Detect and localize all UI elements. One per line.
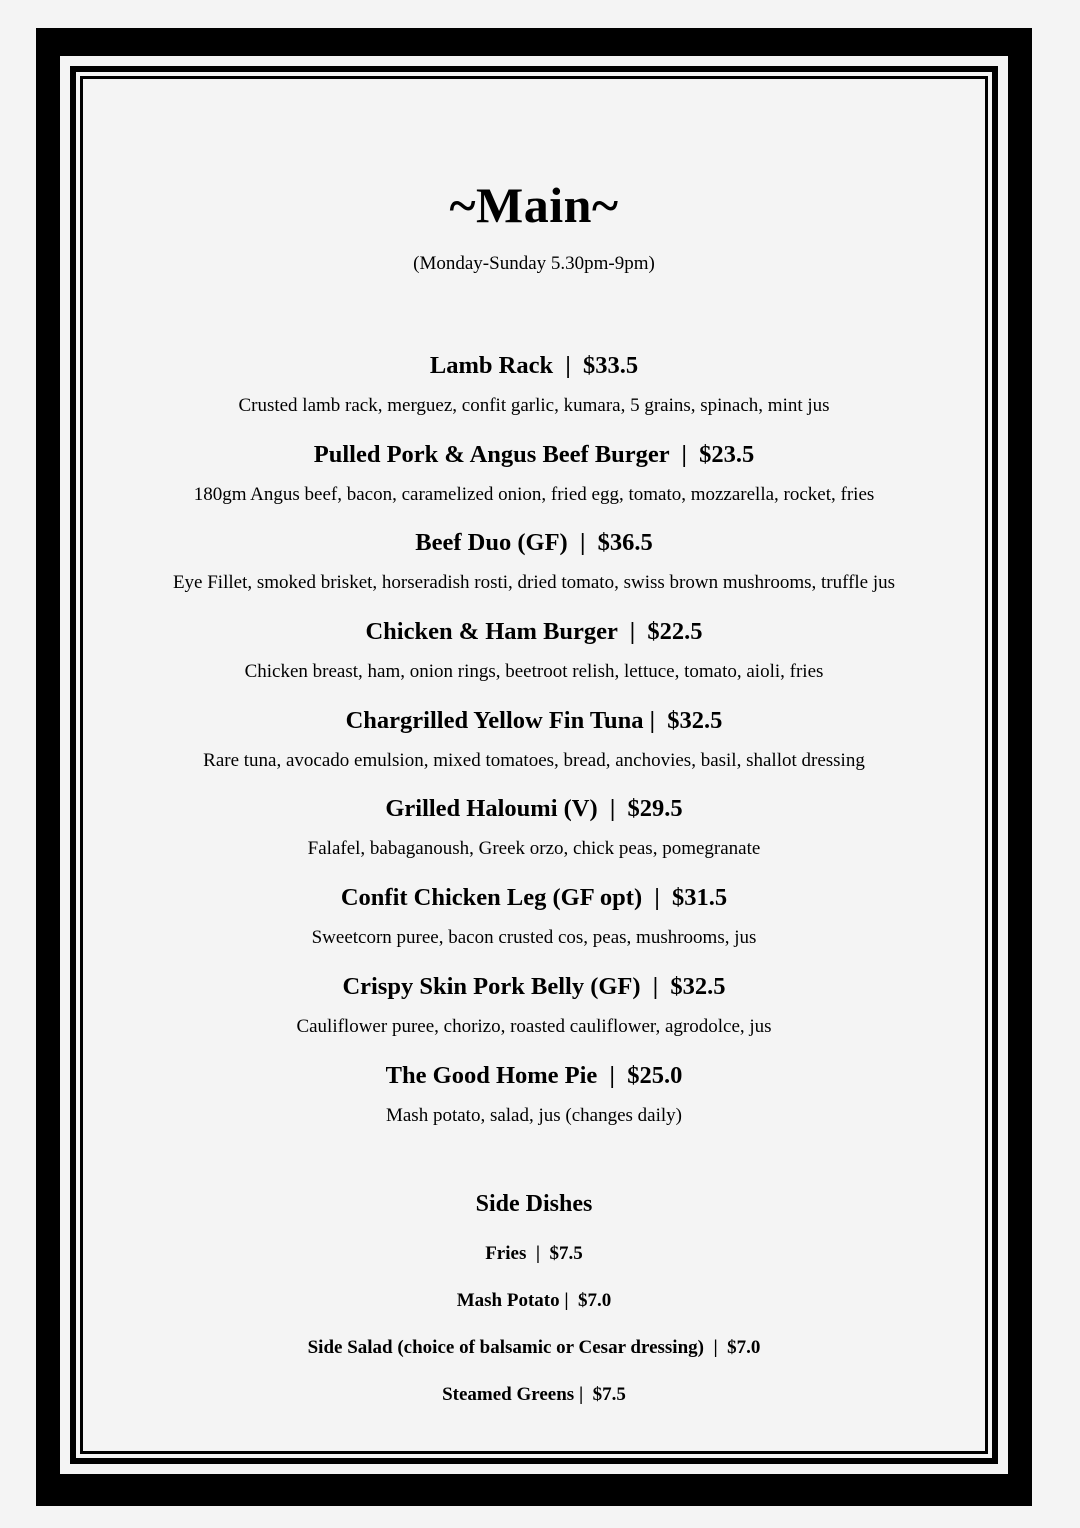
- menu-title: ~Main~: [449, 177, 619, 233]
- menu-item-name: Grilled Haloumi (V) | $29.5: [385, 795, 683, 823]
- menu-item-desc: Cauliflower puree, chorizo, roasted cauliflower, agrodolce, jus: [296, 1015, 772, 1037]
- side-dish-item: Side Salad (choice of balsamic or Cesar dressing) | $7.0: [307, 1337, 761, 1358]
- menu-item-desc: Rare tuna, avocado emulsion, mixed tomatoes, bread, anchovies, basil, shallot dressing: [203, 749, 865, 771]
- menu-item-desc: Mash potato, salad, jus (changes daily): [385, 1104, 682, 1126]
- side-dish-item: Mash Potato | $7.0: [456, 1290, 612, 1311]
- menu-item: [83, 528, 985, 617]
- menu-item-desc: Eye Fillet, smoked brisket, horseradish rosti, dried tomato, swiss brown mushrooms, truffle jus: [172, 572, 896, 594]
- menu-item: [83, 440, 985, 529]
- side-dish-item: Steamed Greens | $7.5: [442, 1384, 626, 1405]
- menu-page: [83, 79, 985, 1451]
- menu-item: [83, 617, 985, 706]
- menu-item-desc: Chicken breast, ham, onion rings, beetroot relish, lettuce, tomato, aioli, fries: [244, 661, 824, 683]
- menu-item-name: Chargrilled Yellow Fin Tuna | $32.5: [345, 706, 723, 734]
- menu-item-desc: 180gm Angus beef, bacon, caramelized onion, fried egg, tomato, mozzarella, rocket, fries: [193, 483, 875, 505]
- side-dish-item: Fries | $7.5: [485, 1243, 583, 1264]
- menu-items: [83, 351, 985, 1149]
- menu-item-name: Chicken & Ham Burger | $22.5: [365, 618, 703, 646]
- menu-item: [83, 794, 985, 883]
- menu-item: [83, 706, 985, 795]
- menu-item: [83, 972, 985, 1061]
- menu-item-name: Pulled Pork & Angus Beef Burger | $23.5: [313, 440, 755, 468]
- side-dishes: [83, 1189, 985, 1407]
- menu-hours: (Monday-Sunday 5.30pm-9pm): [413, 253, 655, 274]
- menu-item: [83, 1061, 985, 1150]
- menu-item-desc: Sweetcorn puree, bacon crusted cos, peas, mushrooms, jus: [311, 927, 757, 949]
- menu-item-desc: Crusted lamb rack, merguez, confit garlic, kumara, 5 grains, spinach, mint jus: [238, 395, 830, 416]
- menu-item-name: Confit Chicken Leg (GF opt) | $31.5: [340, 884, 728, 912]
- menu-item-name: Lamb Rack | $33.5: [429, 352, 639, 379]
- menu-item: [83, 883, 985, 972]
- menu-item-name: Beef Duo (GF) | $36.5: [415, 529, 653, 557]
- menu-item-name: Crispy Skin Pork Belly (GF) | $32.5: [342, 972, 726, 1000]
- side-dishes-title: Side Dishes: [475, 1191, 593, 1217]
- menu-item-desc: Falafel, babaganoush, Greek orzo, chick peas, pomegranate: [307, 838, 761, 860]
- menu-item-name: The Good Home Pie | $25.0: [385, 1061, 683, 1089]
- menu-item: [83, 351, 985, 440]
